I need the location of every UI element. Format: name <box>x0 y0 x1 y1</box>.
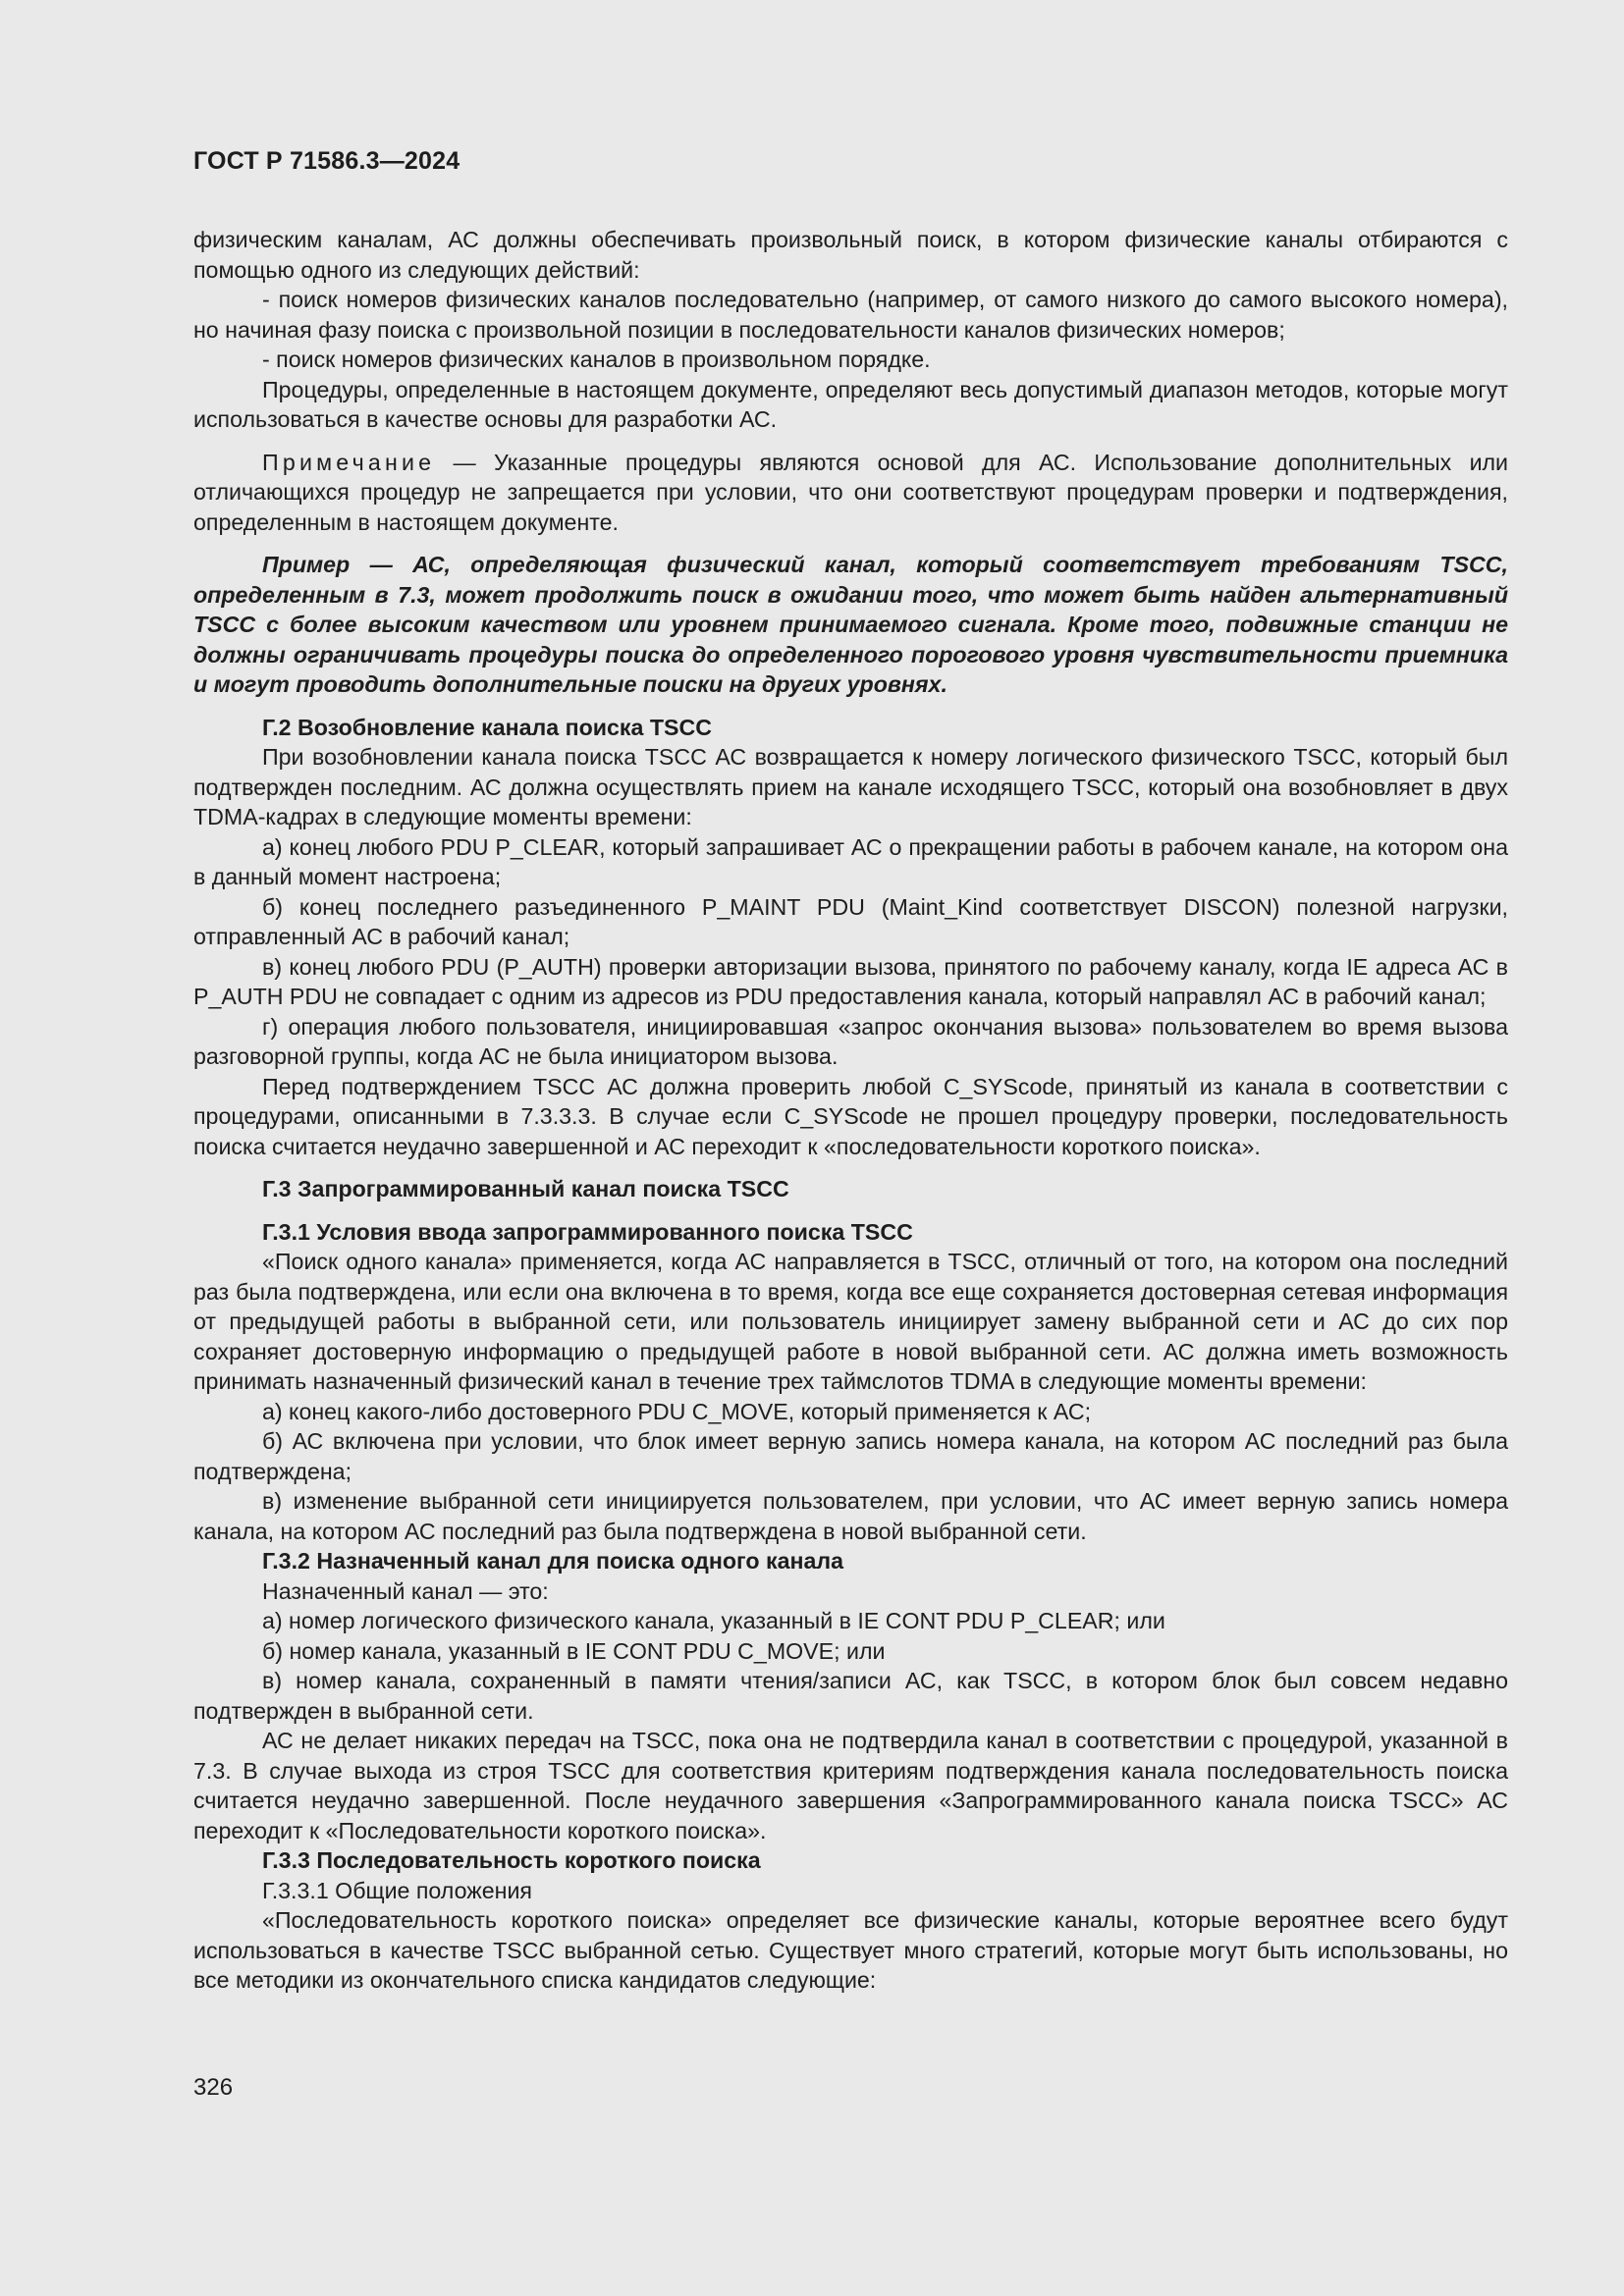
page-number: 326 <box>193 2074 234 2101</box>
document-body <box>193 225 1508 1996</box>
paragraph: Перед подтверждением TSCC АС должна проверить любой C_SYScode, принятый из канала в соответствии с процедурами, описанными в 7.3.3.3. В случае если C_SYScode не прошел процедуру проверки, последовательность поиска считается неудачно завершенной и АС переходит к «последовательности короткого поиска». <box>193 1073 1508 1159</box>
document-header: ГОСТ Р 71586.3—2024 <box>193 147 460 175</box>
paragraph: При возобновлении канала поиска TSCC АС возвращается к номеру логического физического TSCC, который был подтвержден последним. АС должна осуществлять прием на канале исходящего TSCC, который она возобновляет в двух TDMA-кадрах в следующие моменты времени: <box>193 744 1508 829</box>
paragraph: физическим каналам, АС должны обеспечивать произвольный поиск, в котором физические каналы отбираются с помощью одного из следующих действий: <box>193 227 1508 283</box>
note-text: — Указанные процедуры являются основой для АС. Использование дополнительных или отличающихся процедур не запрещается при условии, что они соответствуют процедурам проверки и подтверждения, определенным в настоящем документе. <box>193 449 1508 535</box>
list-item: а) номер логического физического канала, указанный в IE CONT PDU P_CLEAR; или <box>262 1608 1165 1633</box>
note-label: Примечание <box>262 449 436 475</box>
subsubsection-heading: Г.3.3.1 Общие положения <box>262 1877 532 1903</box>
subsection-heading: Г.3.1 Условия ввода запрограммированного поиска TSCC <box>262 1218 913 1245</box>
list-item: в) номер канала, сохраненный в памяти чтения/записи АС, как TSCC, в котором блок был совсем недавно подтвержден в выбранной сети. <box>193 1668 1508 1724</box>
subsection-heading: Г.3.3 Последовательность короткого поиска <box>262 1847 761 1873</box>
list-item: в) конец любого PDU (P_AUTH) проверки авторизации вызова, принятого по рабочему каналу, когда IE адреса АС в P_AUTH PDU не совпадает с одним из адресов из PDU предоставления канала, который направлял АС в рабочий канал; <box>193 953 1508 1009</box>
list-item: б) АС включена при условии, что блок имеет верную запись номера канала, на котором АС последний раз была подтверждена; <box>193 1428 1508 1484</box>
list-item: а) конец какого-либо достоверного PDU C_MOVE, который применяется к АС; <box>262 1398 1092 1424</box>
paragraph: Назначенный канал — это: <box>262 1577 549 1604</box>
section-heading: Г.3 Запрограммированный канал поиска TSCC <box>262 1176 789 1201</box>
list-item: б) конец последнего разъединенного P_MAINT PDU (Maint_Kind соответствует DISCON) полезной нагрузки, отправленный АС в рабочий канал; <box>193 893 1508 949</box>
paragraph: АС не делает никаких передач на TSCC, пока она не подтвердила канал в соответствии с процедурой, указанной в 7.3. В случае выхода из строя TSCC для соответствия критериям подтверждения канала последовательность поиска считается неудачно завершенной. После неудачного завершения «Запрограммированного канала поиска TSCC» АС переходит к «Последовательности короткого поиска». <box>193 1728 1508 1843</box>
list-item: г) операция любого пользователя, инициировавшая «запрос окончания вызова» пользователем во время вызова разговорной группы, когда АС не была инициатором вызова. <box>193 1013 1508 1069</box>
paragraph: «Поиск одного канала» применяется, когда АС направляется в TSCC, отличный от того, на котором она последний раз была подтверждена, или если она включена в то время, когда все еще сохраняется достоверная сетевая информация от предыдущей работы в выбранной сети, или пользователь инициирует замену выбранной сети и АС до сих пор сохраняет достоверную информацию о предыдущей работе в новой выбранной сети. АС должна иметь возможность принимать назначенный физический канал в течение трех таймслотов TDMA в следующие моменты времени: <box>193 1249 1508 1394</box>
subsection-heading: Г.3.2 Назначенный канал для поиска одного канала <box>262 1548 843 1574</box>
list-item: б) номер канала, указанный в IE CONT PDU C_MOVE; или <box>262 1637 886 1664</box>
section-heading: Г.2 Возобновление канала поиска TSCC <box>262 714 712 740</box>
list-item: а) конец любого PDU P_CLEAR, который запрашивает АС о прекращении работы в рабочем канале, на котором она в данный момент настроена; <box>193 833 1508 889</box>
list-item: - поиск номеров физических каналов в произвольном порядке. <box>262 347 931 372</box>
note <box>193 448 1508 538</box>
example: Пример — АС, определяющая физический канал, который соответствует требованиям TSCC, определенным в 7.3, может продолжить поиск в ожидании того, что может быть найден альтернативный TSCC с более высоким качеством или уровнем принимаемого сигнала. Кроме того, подвижные станции не должны ограничивать процедуры поиска до определенного порогового уровня чувствительности приемника и могут проводить дополнительные поиски на других уровнях. <box>193 552 1508 697</box>
list-item: в) изменение выбранной сети инициируется пользователем, при условии, что АС имеет верную запись номера канала, на котором АС последний раз была подтверждена в новой выбранной сети. <box>193 1488 1508 1544</box>
paragraph: Процедуры, определенные в настоящем документе, определяют весь допустимый диапазон методов, которые могут использоваться в качестве основы для разработки АС. <box>193 376 1508 432</box>
list-item: - поиск номеров физических каналов последовательно (например, от самого низкого до самого высокого номера), но начиная фазу поиска с произвольной позиции в последовательности каналов физических номеров; <box>193 287 1508 343</box>
paragraph: «Последовательность короткого поиска» определяет все физические каналы, которые вероятнее всего будут использоваться в качестве TSCC выбранной сетью. Существует много стратегий, которые могут быть использованы, но все методики из окончательного списка кандидатов следующие: <box>193 1907 1508 1993</box>
